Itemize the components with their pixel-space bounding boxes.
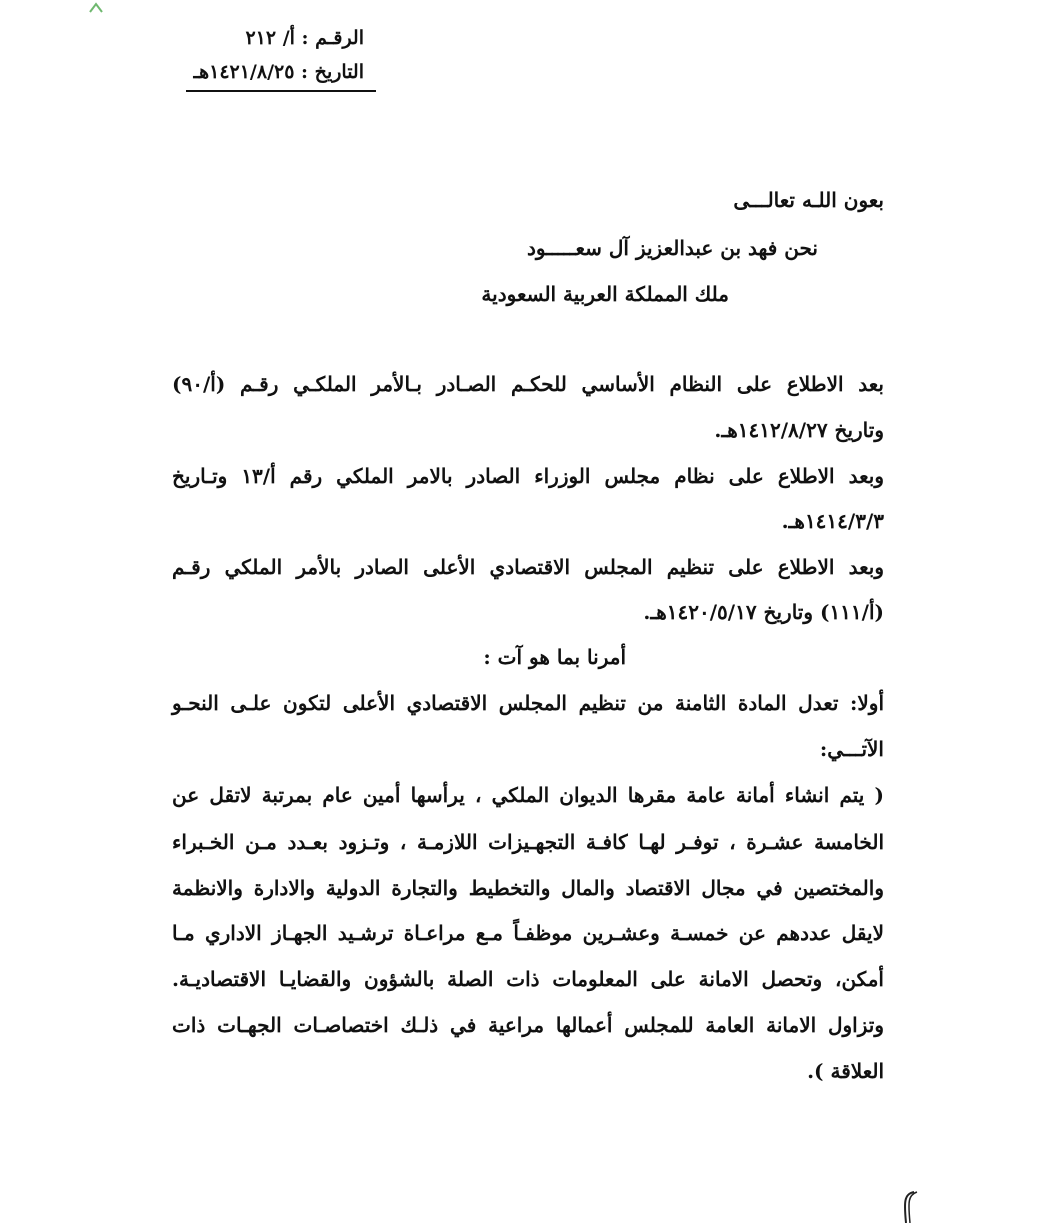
sovereign-title: ملك المملكة العربية السعودية: [481, 282, 729, 306]
body-line: وتزاول الامانة العامة للمجلس أعمالها مراعية في ذلـك اختصاصـات الجهـات ذات: [172, 1013, 884, 1037]
body-line: بعد الاطلاع على النظام الأساسي للحكـم الصـادر بـالأمر الملكـي رقـم (أ/٩٠): [172, 372, 884, 396]
body-line: ١٤١٤/٣/٣هـ.: [781, 509, 884, 533]
body-line: (أ/١١١) وتاريخ ١٤٢٠/٥/١٧هـ.: [643, 600, 884, 624]
body-line: العلاقة ).: [807, 1059, 884, 1083]
body-line: وبعد الاطلاع على نظام مجلس الوزراء الصادر بالامر الملكي رقم أ/١٣ وتـاريخ: [172, 464, 884, 488]
body-line: وتاريخ ١٤١٢/٨/٢٧هـ.: [714, 418, 884, 442]
invocation: بعون اللـه تعالـــى: [733, 188, 884, 212]
body-line: أولا: تعدل المادة الثامنة من تنظيم المجلس الاقتصادي الأعلى لتكون علـى النحـو: [172, 691, 884, 715]
body-line: الآتـــي:: [819, 737, 884, 761]
reference-block: [186, 18, 376, 92]
corner-mark-icon: [86, 0, 108, 16]
page-continuation-mark-icon: [898, 1190, 920, 1223]
command-line: أمرنا بما هو آت :: [483, 645, 626, 669]
body-line: الخامسة عشـرة ، توفـر لهـا كافـة التجهـيزات اللازمـة ، وتـزود بعـدد مـن الخـبراء: [172, 830, 884, 854]
body-line: ( يتم انشاء أمانة عامة مقرها الديوان الملكي ، يرأسها أمين عام بمرتبة لاتقل عن: [172, 783, 884, 807]
body-line: أمكن، وتحصل الامانة على المعلومات ذات الصلة بالشؤون والقضايـا الاقتصاديـة.: [172, 967, 884, 991]
body-line: والمختصين في مجال الاقتصاد والمال والتخطيط والتجارة الدولية والادارة والانظمة: [172, 876, 884, 900]
body-line: لايقل عددهم عن خمسـة وعشـرين موظفـاً مـع مراعـاة ترشـيد الجهـاز الاداري مـا: [172, 921, 884, 945]
reference-number: الرقـم : أ/ ٢١٢: [245, 27, 364, 49]
reference-date: التاريخ : ١٤٢١/٨/٢٥هـ: [186, 58, 376, 92]
body-line: وبعد الاطلاع على تنظيم المجلس الاقتصادي الأعلى الصادر بالأمر الملكي رقـم: [172, 555, 884, 579]
sovereign-name: نحن فهد بن عبدالعزيز آل سعـــــود: [526, 236, 818, 260]
